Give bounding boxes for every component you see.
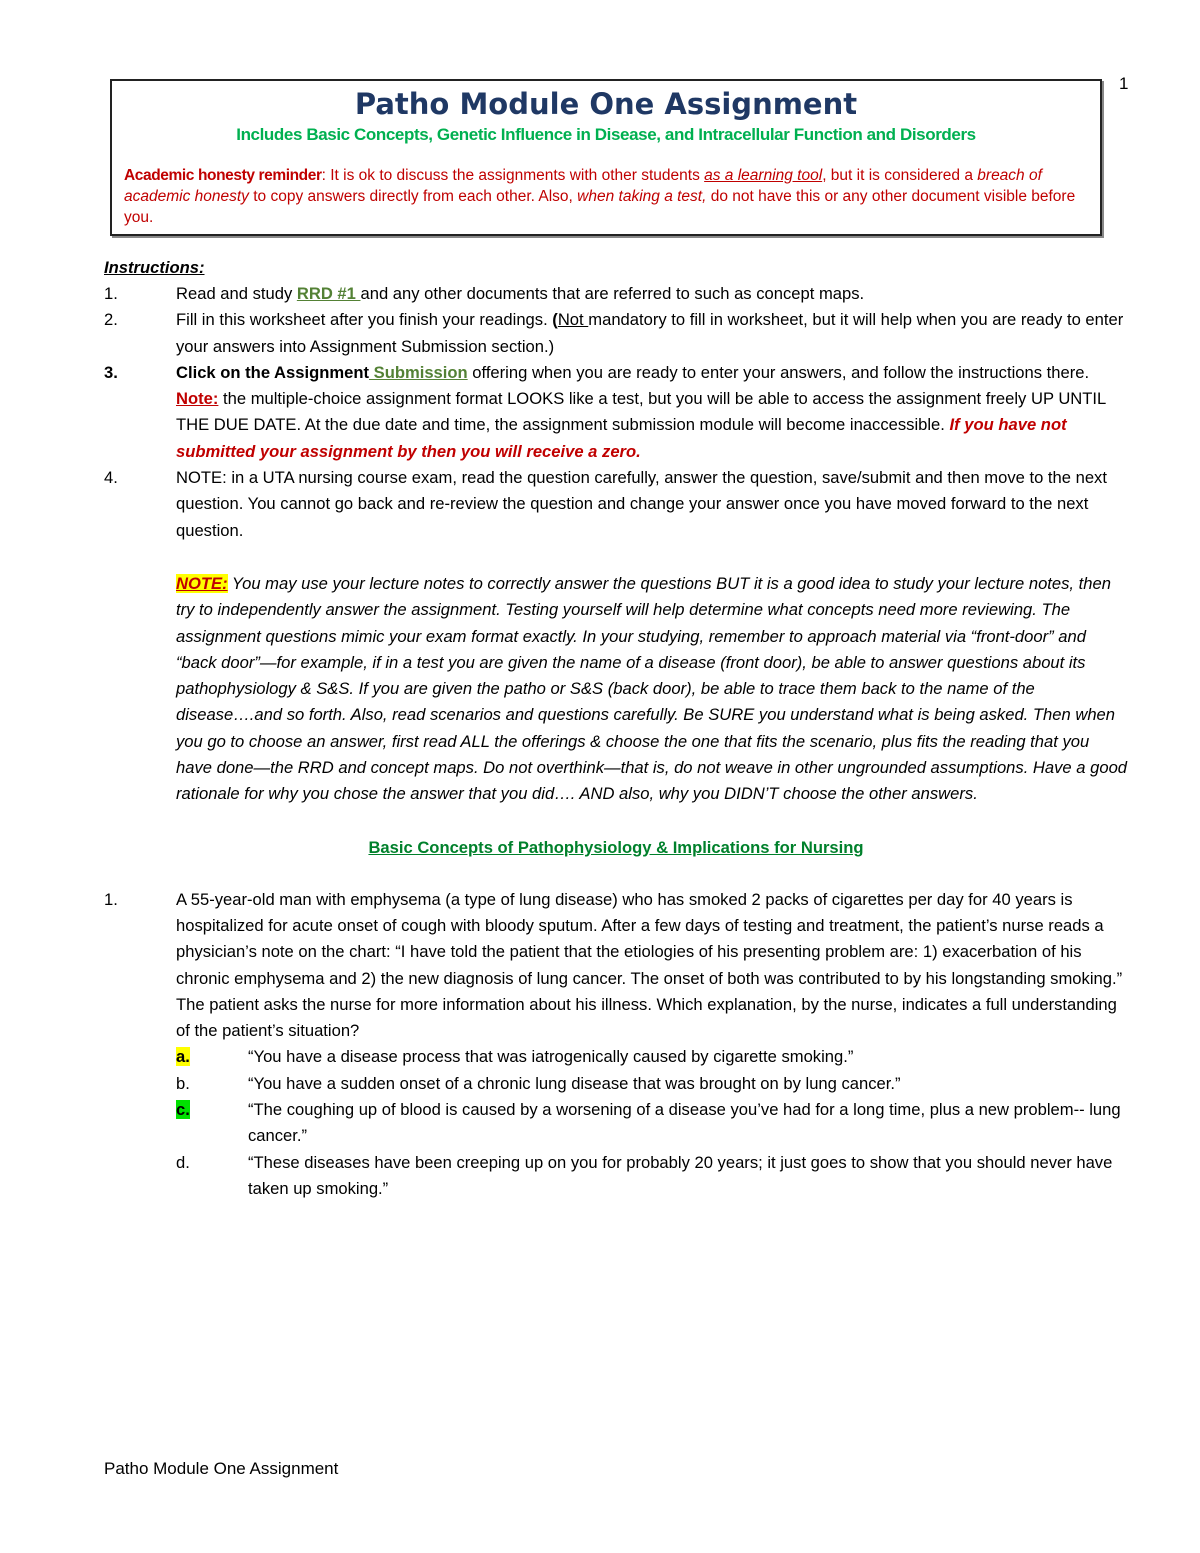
rrd-link[interactable]: RRD #1 — [296, 284, 361, 303]
deadline-warning: If you have not submitted your assignment by then you will receive a zero. — [176, 415, 1067, 461]
note-word: Note: — [176, 389, 219, 409]
item-text: Click on the Assignment — [176, 362, 370, 382]
reminder-italic-2: when taking a test, — [577, 188, 707, 205]
option-text: “The coughing up of blood is caused by a worsening of a disease you’ve had for a long time, plus a new problem-- lung cancer.” — [248, 1100, 1121, 1146]
submission-link[interactable]: Submission — [369, 362, 468, 382]
reminder-text-4: do not have this or any other document visible before you. — [124, 188, 1076, 226]
academic-honesty-reminder — [124, 165, 1086, 228]
reminder-italic-1: breach of academic honesty — [124, 167, 1042, 205]
option-letter: a. — [176, 1047, 190, 1067]
option-text: “You have a disease process that was iatrogenically caused by cigarette smoking.” — [248, 1047, 854, 1067]
note-text: You may use your lecture notes to correctly answer the questions BUT it is a good idea to study your lecture notes, then try to independently answer the assignment. Testing yourself will help determine what concepts need more reviewing. The assignment questions mimic your exam format exactly. In your studying, remember to approach material via “front-door” and “back door”—for example, if in a test you are given the name of a disease (front door), be able to answer questions about its pathophysiology & S&S. If you are given the patho or S&S (back door), be able to trace them back to the name of the disease….and so forth. Also, read scenarios and questions carefully. Be SURE you understand what is being asked. Then when you go to choose an answer, first read ALL the offerings & choose the one that fits the scenario, plus fits the reading that you have done—the RRD and concept maps. Do not overthink—that is, do not weave in other ungrounded assumptions. Have a good rationale for why you chose the answer that you did…. AND also, why you DIDN’T choose the other answers. — [176, 573, 1128, 804]
reminder-text-3: to copy answers directly from each other. Also, — [248, 188, 578, 205]
study-note — [104, 571, 1128, 808]
page-footer: Patho Module One Assignment — [104, 1459, 339, 1478]
item-number: 4. — [104, 468, 118, 488]
option-text: “You have a sudden onset of a chronic lung disease that was brought on by lung cancer.” — [248, 1073, 901, 1093]
option-text: “These diseases have been creeping up on you for probably 20 years; it just goes to show that you should never have taken up smoking.” — [248, 1152, 1113, 1198]
item-text: NOTE: in a UTA nursing course exam, read the question carefully, answer the question, save/submit and then move to the next question. You cannot go back and re-review the question and change your answer once you have moved forward to the next question. — [176, 468, 1107, 540]
item-text: Fill in this worksheet after you finish your readings. — [176, 310, 553, 330]
item-number: 3. — [104, 362, 118, 382]
option-c — [176, 1097, 1128, 1150]
item-number: 2. — [104, 310, 118, 330]
option-b — [176, 1071, 1128, 1097]
question-text: A 55-year-old man with emphysema (a type of lung disease) who has smoked 2 packs of cigarettes per day for 40 years is hospitalized for acute onset of cough with bloody sputum. After a few days of testing and treatment, the patient’s nurse reads a physician’s note on the chart: “I have told the patient that the etiologies of his presenting problem are: 1) exacerbation of his chronic emphysema and 2) the new diagnosis of lung cancer. The onset of both was contributed to by his longstanding smoking.” The patient asks the nurse for more information about his illness. Which explanation, by the nurse, indicates a full understanding of the patient’s situation? — [176, 889, 1123, 1041]
option-letter: d. — [176, 1152, 190, 1172]
answer-options — [104, 1044, 1128, 1202]
item-text: the multiple-choice assignment format LOOKS like a test, but you will be able to access the assignment freely UP UNTIL THE DUE DATE. At the due date and time, the assignment submission module will become inaccessible. — [176, 389, 1106, 435]
option-letter: c. — [176, 1100, 190, 1120]
page-subtitle: Includes Basic Concepts, Genetic Influence in Disease, and Intracellular Function and Disorders — [236, 125, 976, 144]
section-title: Basic Concepts of Pathophysiology & Implications for Nursing — [368, 837, 864, 857]
instruction-item-1 — [104, 281, 1128, 307]
question-number: 1. — [104, 889, 118, 909]
instruction-item-2 — [104, 307, 1128, 360]
item-text: mandatory to fill in worksheet, but it will help when you are ready to enter your answers into Assignment Submission section.) — [176, 310, 1124, 356]
option-a — [176, 1044, 1128, 1070]
item-text: and any other documents that are referred to such as concept maps. — [360, 284, 865, 303]
instruction-item-3 — [104, 360, 1128, 465]
reminder-label: Academic honesty reminder — [124, 167, 322, 184]
header-box — [110, 79, 1102, 236]
page-number: 1 — [1119, 74, 1129, 93]
question-1 — [104, 887, 1128, 1045]
instruction-item-4 — [104, 465, 1128, 544]
reminder-text-1: : It is ok to discuss the assignments with other students — [321, 167, 705, 184]
option-letter: b. — [176, 1073, 190, 1093]
reminder-underlined: as a learning tool — [704, 167, 823, 184]
reminder-text-2: , but it is considered a — [822, 167, 978, 184]
item-text: Read and study — [176, 284, 297, 303]
document-body — [104, 255, 1128, 1202]
item-number: 1. — [104, 284, 118, 303]
page-title: Patho Module One Assignment — [354, 87, 858, 121]
option-d — [176, 1150, 1128, 1203]
item-text: ( — [552, 310, 558, 330]
note-label: NOTE: — [176, 573, 228, 593]
not-word: Not — [557, 310, 589, 330]
item-text: offering when you are ready to enter your answers, and follow the instructions there. — [467, 362, 1090, 382]
instructions-heading: Instructions: — [104, 258, 205, 277]
